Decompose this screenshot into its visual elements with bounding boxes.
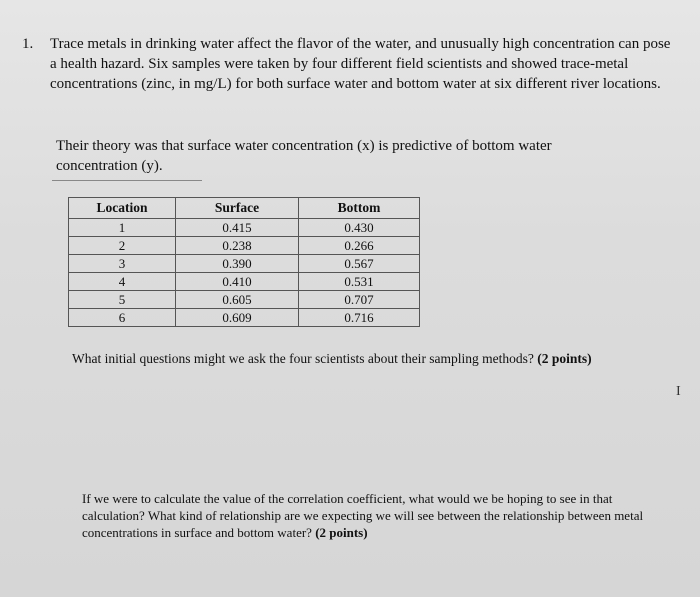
- bottom-cell: 0.430: [299, 219, 420, 237]
- surface-cell: 0.415: [176, 219, 299, 237]
- location-cell: 6: [69, 309, 176, 327]
- part-b-points: (2 points): [315, 525, 368, 540]
- location-cell: 5: [69, 291, 176, 309]
- table-row: [69, 255, 420, 273]
- bottom-cell: 0.266: [299, 237, 420, 255]
- theory-text: Their theory was that surface water concentration (x) is predictive of bottom water concentration (y).: [56, 138, 552, 174]
- text-cursor-icon: I: [676, 384, 681, 399]
- header-bottom: Bottom: [299, 198, 420, 219]
- question-part-a: [72, 350, 672, 368]
- table-row: [69, 273, 420, 291]
- surface-cell: 0.390: [176, 255, 299, 273]
- surface-cell: 0.410: [176, 273, 299, 291]
- table-row: [69, 237, 420, 255]
- question-intro: Trace metals in drinking water affect the flavor of the water, and unusually high concentration can pose a health hazard. Six samples were taken by four different field scientists and showed trace-metal concentrations (zinc, in mg/L) for both surface water and bottom water at six different river locations.: [50, 36, 671, 92]
- table-header-row: [69, 198, 420, 219]
- location-cell: 1: [69, 219, 176, 237]
- data-table: [68, 197, 420, 327]
- question-number: 1.: [22, 36, 34, 52]
- part-b-text: If we were to calculate the value of the correlation coefficient, what would we be hoping to see in that calculation? What kind of relationship are we expecting we will see between the relationship between metal concentrations in surface and bottom water?: [82, 491, 644, 540]
- table-row: [69, 291, 420, 309]
- table-row: [69, 309, 420, 327]
- bottom-cell: 0.716: [299, 309, 420, 327]
- part-a-text: What initial questions might we ask the four scientists about their sampling methods?: [72, 351, 538, 366]
- question-part-b: [82, 490, 672, 541]
- location-cell: 2: [69, 237, 176, 255]
- location-cell: 3: [69, 255, 176, 273]
- bottom-cell: 0.567: [299, 255, 420, 273]
- surface-cell: 0.605: [176, 291, 299, 309]
- location-cell: 4: [69, 273, 176, 291]
- surface-cell: 0.609: [176, 309, 299, 327]
- divider-line: [52, 180, 202, 181]
- surface-cell: 0.238: [176, 237, 299, 255]
- header-location: Location: [69, 198, 176, 219]
- bottom-cell: 0.531: [299, 273, 420, 291]
- table-row: [69, 219, 420, 237]
- bottom-cell: 0.707: [299, 291, 420, 309]
- header-surface: Surface: [176, 198, 299, 219]
- part-a-points: (2 points): [537, 351, 592, 366]
